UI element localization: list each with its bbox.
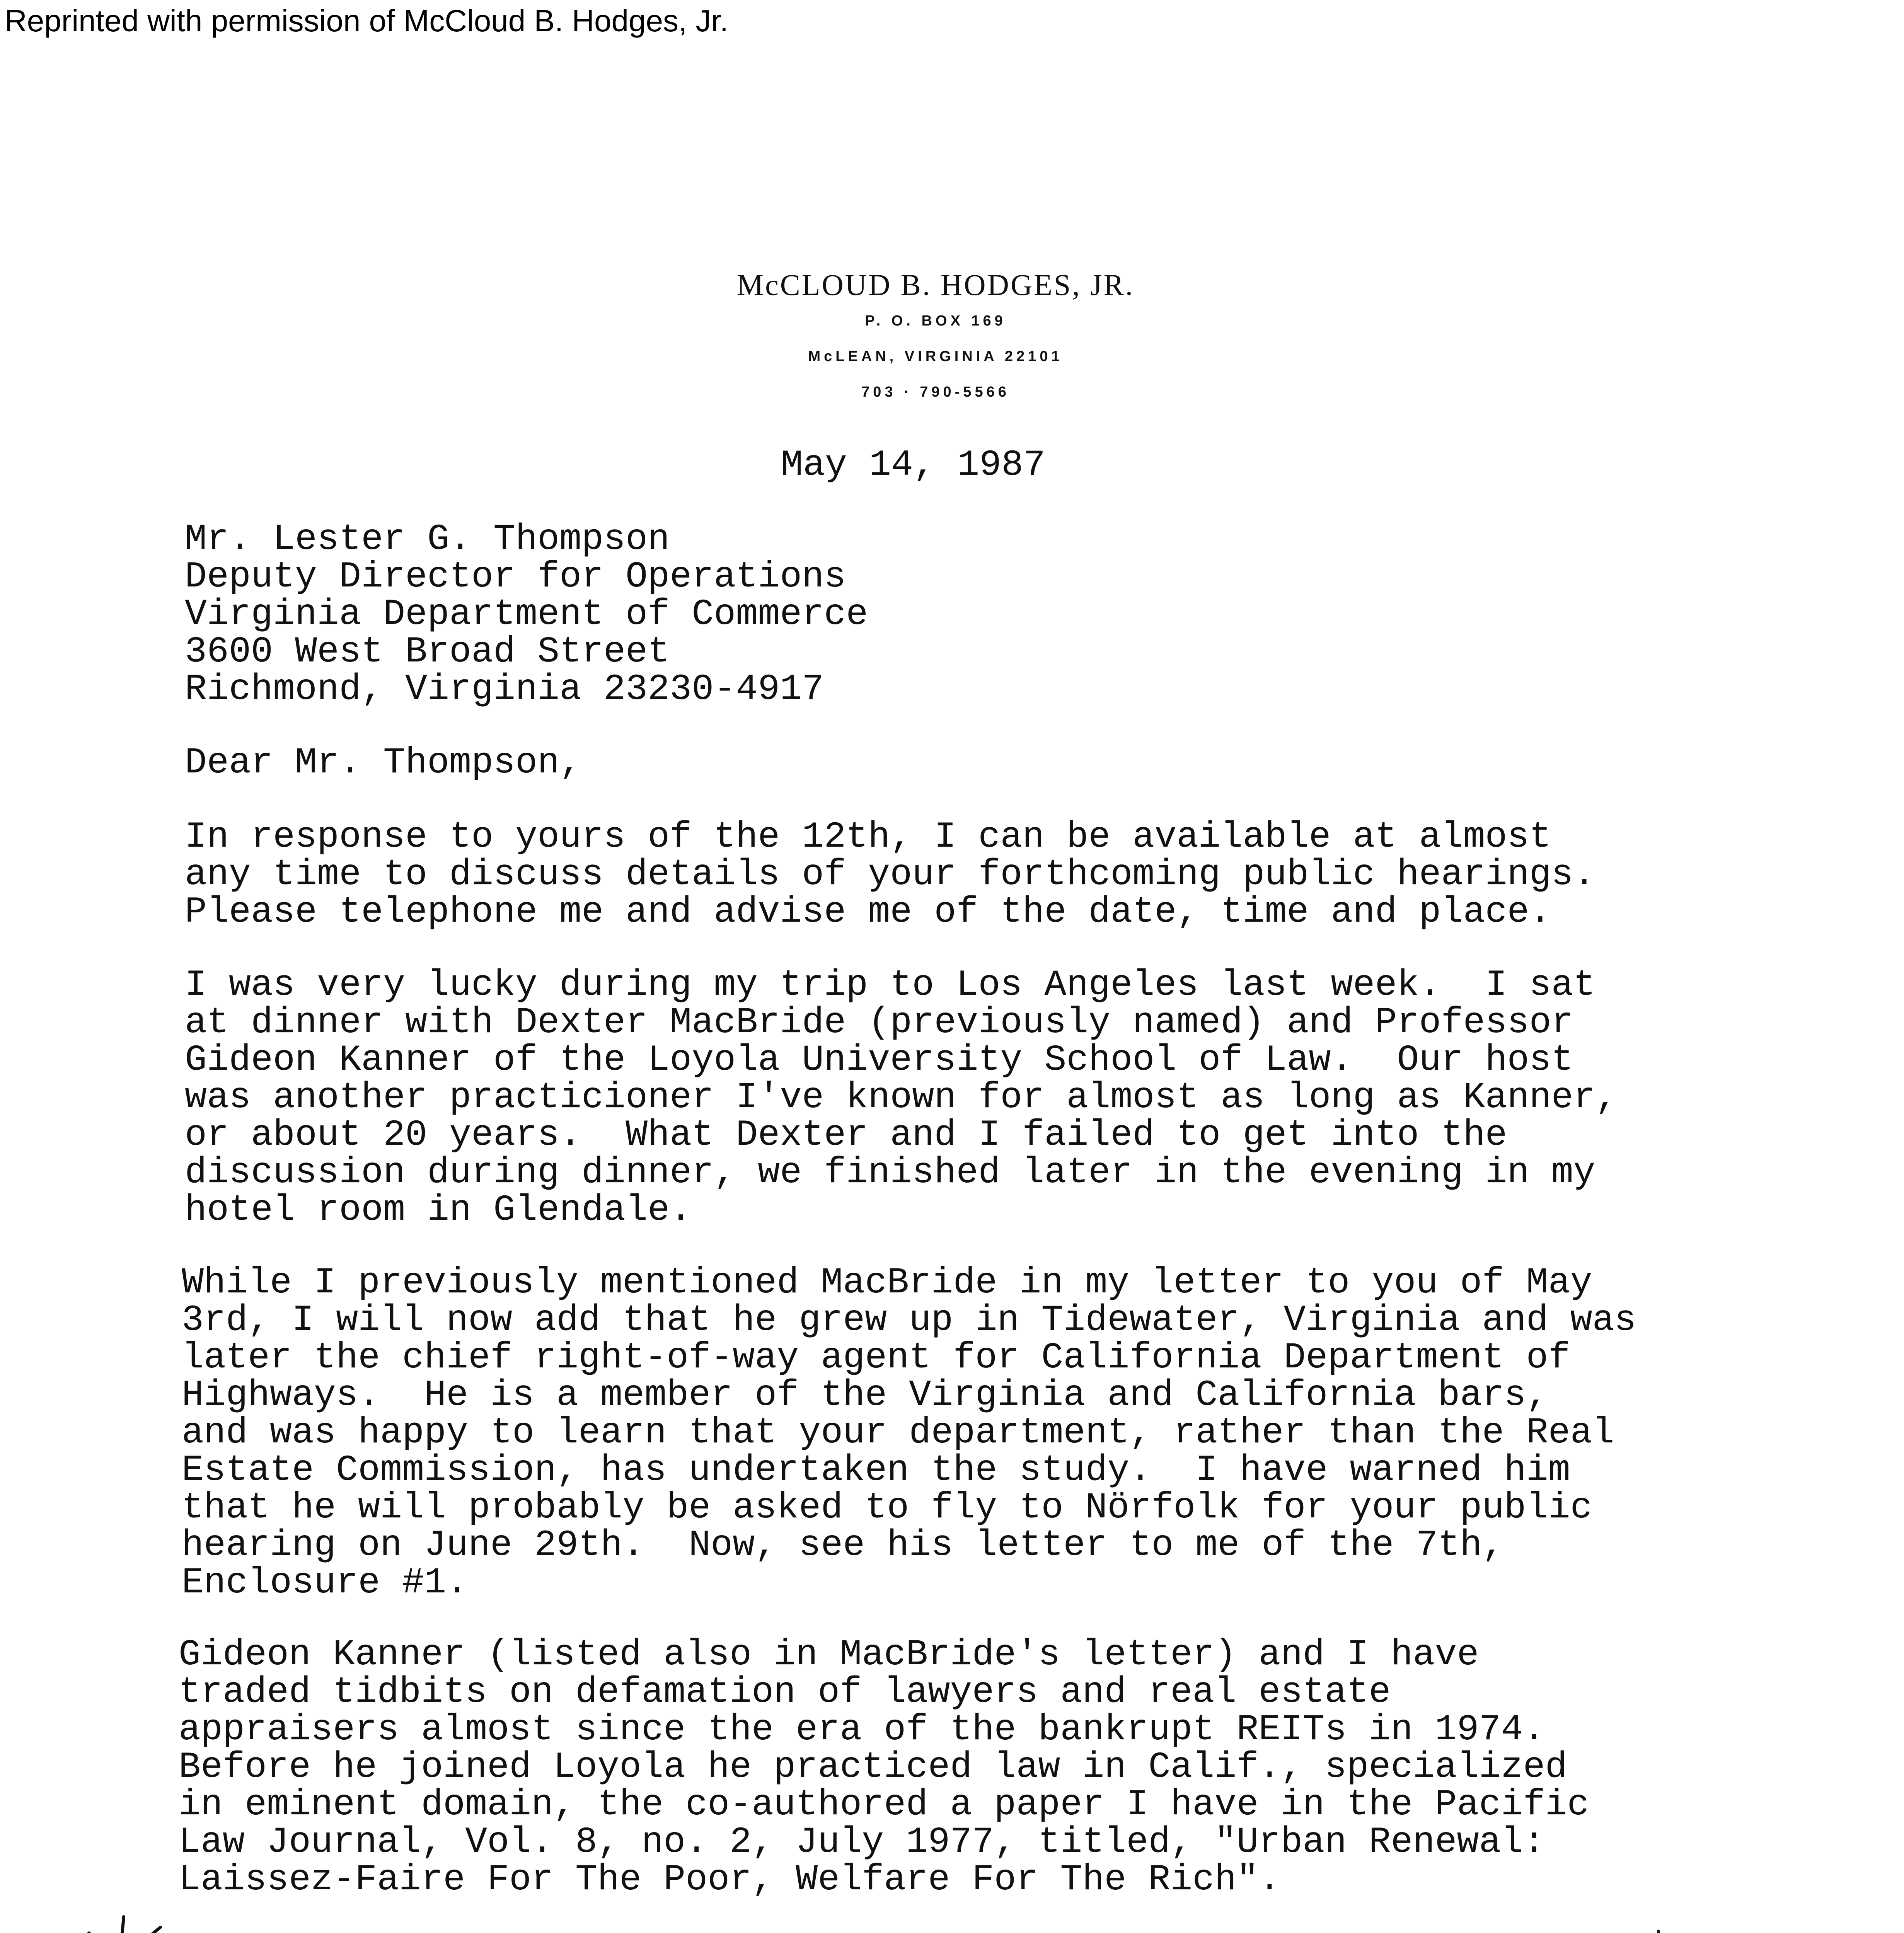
text-line: at dinner with Dexter MacBride (previously named) and Professor [185, 1002, 1573, 1043]
letterhead-phone: 703 · 790-5566 [861, 384, 1010, 400]
address-line: 3600 West Broad Street [185, 631, 670, 673]
text-line: discussion during dinner, we finished later in the evening in my [185, 1152, 1595, 1193]
text-line: and was happy to learn that your department, rather than the Real [182, 1412, 1614, 1454]
text-line: any time to discuss details of your forthcoming public hearings. [185, 854, 1595, 895]
text-line: hearing on June 29th. Now, see his letter to me of the 7th, [182, 1524, 1504, 1566]
text-line: In response to yours of the 12th, I can be available at almost [185, 816, 1551, 858]
handwritten-asterisk-mark [66, 1914, 174, 1933]
letter-date: May 14, 1987 [781, 444, 1046, 486]
text-line: Gideon Kanner (listed also in MacBride's letter) and I have [179, 1634, 1479, 1676]
text-line: appraisers almost since the era of the bankrupt REITs in 1974. [179, 1709, 1545, 1751]
handwritten-star-mark [1601, 1925, 1716, 1933]
letterhead-city: McLEAN, VIRGINIA 22101 [808, 348, 1063, 365]
address-line: Richmond, Virginia 23230-4917 [185, 668, 824, 710]
text-line: later the chief right-of-way agent for California Department of [182, 1337, 1570, 1379]
text-line: Enclosure #1. [182, 1562, 469, 1604]
paragraph-kanner [179, 1636, 1589, 1899]
paragraph-macbride [182, 1264, 1636, 1602]
address-line: Mr. Lester G. Thompson [185, 518, 670, 560]
address-line: Virginia Department of Commerce [185, 593, 868, 635]
text-line: While I previously mentioned MacBride in my letter to you of May [182, 1262, 1592, 1304]
text-line: Please telephone me and advise me of the date, time and place. [185, 891, 1551, 933]
letterhead-name: McCLOUD B. HODGES, JR. [736, 268, 1135, 302]
text-line: hotel room in Glendale. [185, 1189, 692, 1231]
paragraph-los-angeles-trip [185, 966, 1618, 1229]
text-line: in eminent domain, the co-authored a paper I have in the Pacific [179, 1784, 1589, 1826]
text-line: Laissez-Faire For The Poor, Welfare For The Rich". [179, 1859, 1281, 1901]
text-line: that he will probably be asked to fly to Nörfolk for your public [182, 1487, 1592, 1529]
text-line: Highways. He is a member of the Virginia and California bars, [182, 1374, 1548, 1416]
recipient-address [185, 518, 868, 710]
salutation: Dear Mr. Thompson, [185, 742, 582, 784]
letterhead [657, 267, 1214, 410]
reprint-notice: Reprinted with permission of McCloud B. Hodges, Jr. [5, 3, 728, 38]
text-line: traded tidbits on defamation of lawyers and real estate [179, 1671, 1391, 1713]
text-line: Estate Commission, has undertaken the study. I have warned him [182, 1449, 1570, 1491]
text-line: 3rd, I will now add that he grew up in Tidewater, Virginia and was [182, 1299, 1636, 1341]
text-line: Law Journal, Vol. 8, no. 2, July 1977, titled, "Urban Renewal: [179, 1821, 1545, 1863]
address-line: Deputy Director for Operations [185, 556, 846, 598]
letterhead-po-box: P. O. BOX 169 [865, 312, 1006, 329]
text-line: I was very lucky during my trip to Los Angeles last week. I sat [185, 964, 1595, 1006]
paragraph-availability [185, 818, 1595, 931]
text-line: or about 20 years. What Dexter and I failed to get into the [185, 1114, 1507, 1156]
text-line: Before he joined Loyola he practiced law in Calif., specialized [179, 1746, 1567, 1788]
text-line: was another practicioner I've known for almost as long as Kanner, [185, 1077, 1618, 1118]
text-line: Gideon Kanner of the Loyola University School of Law. Our host [185, 1039, 1573, 1081]
